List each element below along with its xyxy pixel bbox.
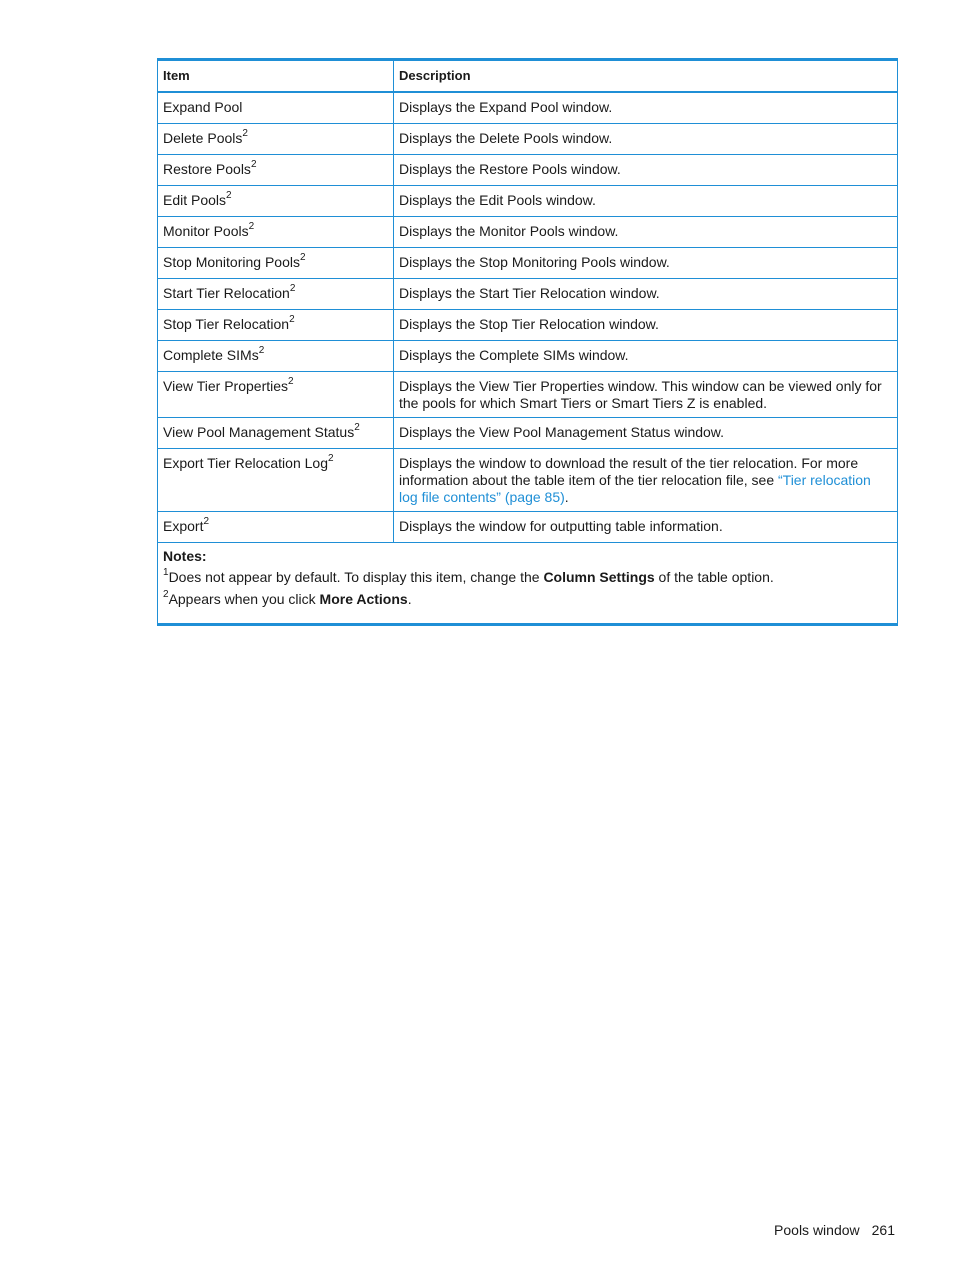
table-row — [158, 512, 898, 543]
table-row — [158, 186, 898, 217]
item-cell — [158, 372, 394, 418]
description-cell: Displays the Delete Pools window. — [394, 124, 898, 155]
item-label: View Tier Properties — [163, 378, 289, 394]
table-header-row — [158, 60, 898, 93]
item-label: Complete SIMs — [163, 347, 259, 363]
footnote-ref: 2 — [226, 190, 232, 202]
item-label: Edit Pools — [163, 192, 227, 208]
item-cell — [158, 418, 394, 449]
table-row — [158, 449, 898, 512]
notes-row — [158, 543, 898, 625]
footnote-ref: 2 — [242, 128, 248, 140]
table-row — [158, 341, 898, 372]
footnote-ref: 2 — [288, 376, 294, 388]
description-cell: Displays the Stop Tier Relocation window. — [394, 310, 898, 341]
description-cell: Displays the Restore Pools window. — [394, 155, 898, 186]
note-2 — [163, 591, 892, 608]
footnote-ref: 2 — [248, 221, 255, 233]
description-cell: Displays the window for outputting table information. — [394, 512, 898, 543]
footnote-ref: 2 — [299, 252, 306, 264]
description-text-end: . — [564, 489, 569, 505]
item-cell — [158, 217, 394, 248]
item-label: Monitor Pools — [163, 223, 249, 239]
description-cell: Displays the Expand Pool window. — [394, 92, 898, 124]
header-description: Description — [394, 60, 898, 93]
footnote-ref: 2 — [203, 516, 210, 528]
item-cell — [158, 449, 394, 512]
item-label: Export Tier Relocation Log — [163, 455, 328, 471]
footnote-ref: 2 — [250, 159, 257, 171]
description-cell: Displays the Edit Pools window. — [394, 186, 898, 217]
item-label: Stop Monitoring Pools — [163, 254, 300, 270]
item-cell — [158, 155, 394, 186]
note-text-end: of the table option. — [654, 569, 774, 585]
description-text: Displays the window to download the result of the tier relocation. For more information about the table item of the tier relocation file, see — [399, 455, 859, 488]
description-cell: Displays the View Pool Management Status window. — [394, 418, 898, 449]
item-cell — [158, 248, 394, 279]
item-label: Expand Pool — [163, 99, 243, 115]
item-label: View Pool Management Status — [163, 424, 355, 440]
description-cell: Displays the Monitor Pools window. — [394, 217, 898, 248]
footnote-ref: 2 — [289, 314, 295, 326]
description-cell: Displays the Complete SIMs window. — [394, 341, 898, 372]
table-row — [158, 217, 898, 248]
description-cell — [394, 449, 898, 512]
note-emphasis: Column Settings — [543, 569, 655, 585]
note-text: Does not appear by default. To display this item, change the — [168, 569, 544, 585]
header-item: Item — [158, 60, 394, 93]
table-row — [158, 279, 898, 310]
table-row — [158, 310, 898, 341]
item-label: Restore Pools — [163, 161, 251, 177]
footer-section-title: Pools window — [774, 1222, 860, 1238]
pools-actions-table — [157, 58, 898, 626]
note-emphasis: More Actions — [319, 591, 408, 607]
description-cell: Displays the Start Tier Relocation window. — [394, 279, 898, 310]
footnote-ref: 2 — [289, 283, 296, 295]
item-cell — [158, 92, 394, 124]
item-cell — [158, 341, 394, 372]
footnote-ref: 2 — [354, 422, 360, 434]
note-text-end: . — [407, 591, 412, 607]
item-cell — [158, 186, 394, 217]
table-row — [158, 248, 898, 279]
item-cell — [158, 512, 394, 543]
page-footer — [774, 1222, 895, 1238]
notes-title: Notes: — [163, 548, 207, 564]
item-cell — [158, 124, 394, 155]
table-row — [158, 92, 898, 124]
note-number: 2 — [163, 589, 169, 601]
note-1 — [163, 569, 892, 586]
notes-cell — [158, 543, 898, 625]
note-number: 1 — [163, 567, 169, 579]
item-cell — [158, 279, 394, 310]
item-label: Export — [163, 518, 204, 534]
cross-reference-link[interactable]: “Tier relocation log file contents” (page 85) — [399, 472, 871, 505]
table-row — [158, 418, 898, 449]
page-number: 261 — [871, 1222, 895, 1238]
footnote-ref: 2 — [327, 453, 334, 465]
note-text: Appears when you click — [168, 591, 320, 607]
description-cell: Displays the View Tier Properties window. This window can be viewed only for the pools for which Smart Tiers or Smart Tiers Z is enabled. — [394, 372, 898, 418]
item-label: Start Tier Relocation — [163, 285, 290, 301]
item-label: Stop Tier Relocation — [163, 316, 290, 332]
footnote-ref: 2 — [258, 345, 265, 357]
item-cell — [158, 310, 394, 341]
table-row — [158, 372, 898, 418]
table-row — [158, 124, 898, 155]
description-cell: Displays the Stop Monitoring Pools window. — [394, 248, 898, 279]
item-label: Delete Pools — [163, 130, 243, 146]
table-row — [158, 155, 898, 186]
